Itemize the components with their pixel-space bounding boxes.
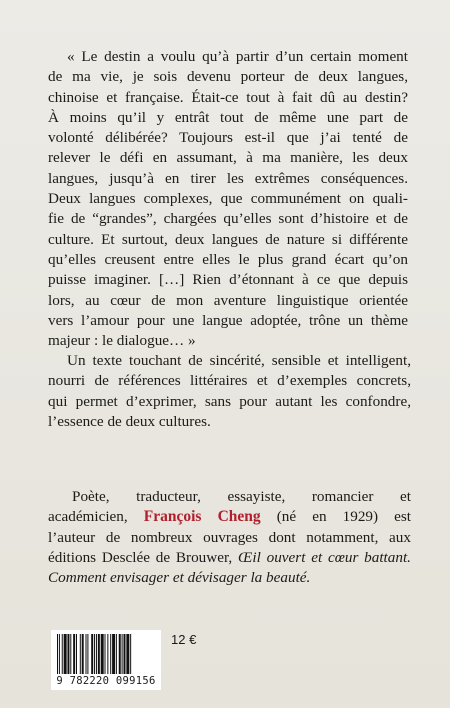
quote-line: fie de “grandes”, chargées qu’elles sont d’histoire et de xyxy=(48,210,408,228)
bio-text: (né en 1929) est xyxy=(260,508,412,526)
quote-line: chinoise et française. Était-ce tout à fait dû au destin? xyxy=(48,88,408,106)
quote-line: volonté délibérée? Toujours est-il que j’ai tenté de xyxy=(48,129,408,147)
bio-text: éditions Desclée de Brouwer, xyxy=(48,548,239,566)
quote-line: relever le défi en assumant, à ma manière, les deux xyxy=(48,149,408,167)
bio-text: académicien, xyxy=(48,508,144,526)
isbn-barcode xyxy=(51,630,161,690)
author-bio xyxy=(48,487,411,588)
summary-line: Un texte touchant de sincérité, sensible et intelligent, xyxy=(67,352,411,369)
summary-line: l’essence de deux cultures. xyxy=(48,412,211,430)
author-name: François Cheng xyxy=(143,508,261,526)
book-title: Œil ouvert et cœur battant. xyxy=(238,548,411,566)
summary-paragraph xyxy=(48,351,411,432)
quote-line: langues, jusqu’à en tirer les extrêmes conséquences. xyxy=(48,169,408,187)
quote-block xyxy=(48,47,408,351)
book-title: Comment envisager et dévisager la beauté. xyxy=(48,569,311,587)
quote-line: qu’elles creusent entre elles le plus grand écart qu’on xyxy=(48,250,408,268)
quote-line: majeur : le dialogue… » xyxy=(48,332,196,350)
summary-line: nourri de références littéraires et d’exemples concrets, xyxy=(48,372,411,390)
barcode-icon xyxy=(57,634,155,674)
quote-line: puisse imaginer. […] Rien d’étonnant à ce que depuis xyxy=(48,271,408,289)
quote-line: À moins qu’il y entrât tout de même une part de xyxy=(48,108,408,126)
quote-line: Deux langues complexes, que communément on quali- xyxy=(48,190,408,208)
bio-line: l’auteur de nombreux ouvrages dont notamment, aux xyxy=(48,528,411,546)
bio-line: Poète, traducteur, essayiste, romancier et xyxy=(72,488,411,505)
price-label: 12 € xyxy=(171,632,197,647)
isbn-number: 9 782220 099156 xyxy=(56,675,156,687)
bio-line xyxy=(48,507,411,527)
quote-line: culture. Et surtout, deux langues de nature si différente xyxy=(48,230,408,248)
quote-line: vers l’amour pour une langue adoptée, trône un thème xyxy=(48,311,408,329)
quote-line: lors, au cœur de mon aventure linguistique orientée xyxy=(48,291,408,309)
quote-line: de ma vie, je sois devenu porteur de deux langues, xyxy=(48,68,408,86)
summary-line: qui permet d’exprimer, sans pour autant les confondre, xyxy=(48,392,411,410)
quote-line: « Le destin a voulu qu’à partir d’un certain moment xyxy=(67,48,408,65)
bio-line xyxy=(48,548,411,568)
